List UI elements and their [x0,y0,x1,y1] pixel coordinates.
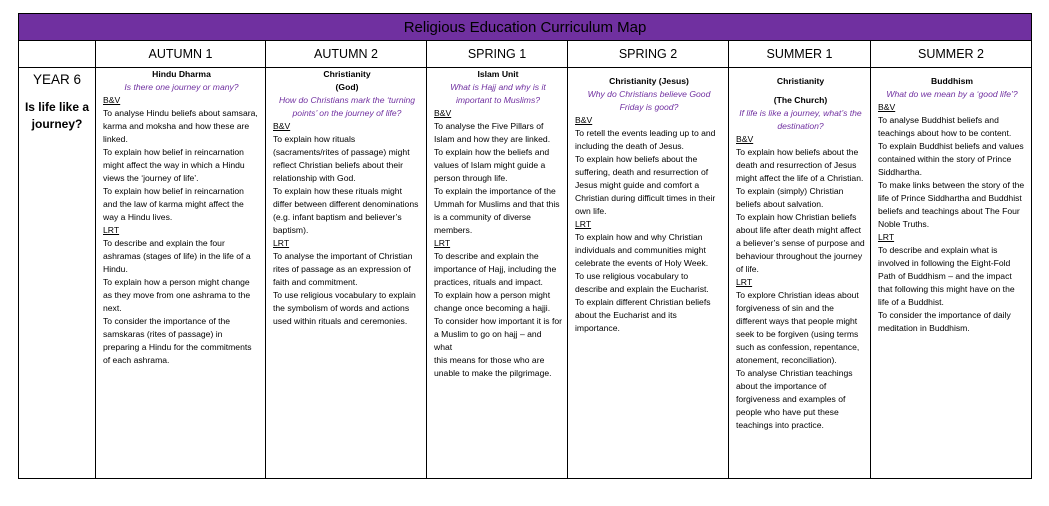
section-label: LRT [575,219,592,229]
year-6-row [19,68,1032,479]
unit-title: (God) [335,82,359,92]
unit-cell [266,68,427,479]
unit-content [96,68,265,471]
section-label: B&V [273,121,291,131]
objective-text: To analyse Christian teachings about the importance of forgiveness and examples of people who have put these teachings into practice. [736,368,853,430]
objective-text: To explain how and why Christian individuals and communities might celebrate the events of Holy Week. [575,232,709,268]
term-header: SPRING 2 [568,41,729,68]
objective-text: To explain how a person might change as they move from one ashrama to the next. [103,277,251,313]
unit-cell [871,68,1032,479]
term-header: SUMMER 2 [871,41,1032,68]
section-label: B&V [434,108,452,118]
objective-text: To describe and explain the four ashramas (stages of life) in the life of a Hindu. [103,238,251,274]
objective-text: To explore Christian ideas about forgiveness of sin and the different ways that people might seek to be forgiven (using terms such as confession, repentance, atonement, reconciliation). [736,290,860,365]
unit-cell [568,68,729,479]
objective-text: To explain how these rituals might differ between different denominations (e.g. infant baptism and believer’s baptism). [273,186,419,235]
title-row [19,14,1032,41]
year-cell [19,68,96,479]
unit-question: Why do Christians believe Good Friday is good? [587,89,711,112]
unit-question: How do Christians mark the ‘turning points’ on the journey of life? [278,95,416,118]
unit-question: If life is like a journey, what’s the destination? [739,108,862,131]
objective-text: To describe and explain what is involved in following the Eight-Fold Path of Buddhism – and the impact that following this might have on the life of a Buddhist. [878,245,1015,307]
unit-title: Christianity (Jesus) [609,76,689,86]
unit-content [729,68,870,478]
objective-text: To consider the importance of the samskaras (rites of passage) in preparing a Hindu for the commitments of each ashrama. [103,316,252,365]
objective-text: To explain how Christian beliefs about life after death might affect a believer’s sense of purpose and behaviour throughout the journey of life. [736,212,865,274]
term-header: AUTUMN 1 [96,41,266,68]
objective-text: To explain how belief in reincarnation and the law of karma might affect the way a Hindu lives. [103,186,244,222]
objective-text: To explain the importance of the Ummah for Muslims and that this is a community of diverse members. [434,186,560,235]
unit-title: Christianity [776,76,825,86]
section-label: LRT [736,277,753,287]
unit-title: (The Church) [773,95,828,105]
term-header-row [19,41,1032,68]
objective-text: To explain how beliefs about the death and resurrection of Jesus might affect the life of a Christian. [736,147,864,183]
objective-text: To explain Buddhist beliefs and values contained within the story of Prince Siddhartha. [878,141,1024,177]
year-question: Is life like a journey? [24,100,90,131]
objective-text: To use religious vocabulary to describe and explain the Eucharist. [575,271,709,294]
section-label: B&V [103,95,121,105]
unit-content [568,68,728,478]
section-label: B&V [736,134,754,144]
unit-cell [96,68,266,479]
objective-text: To use religious vocabulary to explain the symbolism of words and actions used within rituals and ceremonies. [273,290,416,326]
unit-title: Christianity [323,69,371,79]
objective-text: To explain how the beliefs and values of Islam might guide a person through life. [434,147,550,183]
unit-title: Hindu Dharma [152,69,211,79]
section-label: LRT [878,232,895,242]
objective-text: To retell the events leading up to and including the death of Jesus. [575,128,716,151]
unit-cell [729,68,871,479]
unit-cell [427,68,568,479]
objective-text: this means for those who are unable to make the pilgrimage. [434,355,552,378]
unit-content [427,68,567,471]
objective-text: To analyse the important of Christian rites of passage as an expression of faith and commitment. [273,251,413,287]
unit-question: What do we mean by a ‘good life’? [886,89,1018,99]
objective-text: To explain how beliefs about the suffering, death and resurrection of Jesus might guide and comfort a Christian during difficult times in their own life. [575,154,716,216]
unit-content [871,68,1031,478]
objective-text: To describe and explain the importance of Hajj, including the practices, rituals and impact. [434,251,557,287]
unit-title: Buddhism [931,76,974,86]
objective-text: To explain (simply) Christian beliefs about salvation. [736,186,844,209]
objective-text: To make links between the story of the life of Prince Siddhartha and Buddhist beliefs and teachings about The Four Noble Truths. [878,180,1025,229]
term-header: SPRING 1 [427,41,568,68]
section-label: LRT [273,238,290,248]
objective-text: To analyse the Five Pillars of Islam and how they are linked. [434,121,551,144]
curriculum-map-table [18,13,1032,479]
unit-title: Islam Unit [477,69,519,79]
year-label: YEAR 6 [32,72,82,87]
map-title: Religious Education Curriculum Map [19,14,1032,41]
unit-question: What is Hajj and why is it important to Muslims? [450,82,546,105]
objective-text: To explain how rituals (sacraments/rites of passage) might reflect Christian beliefs about their relationship with God. [273,134,410,183]
unit-content [266,68,426,471]
objective-text: To explain different Christian beliefs about the Eucharist and its importance. [575,297,711,333]
objective-text: To explain how a person might change once becoming a hajji. [434,290,551,313]
corner-cell [19,41,96,68]
section-label: LRT [434,238,451,248]
objective-text: To consider how important it is for a Muslim to go on hajj – and what [434,316,563,352]
term-header: SUMMER 1 [729,41,871,68]
term-header: AUTUMN 2 [266,41,427,68]
unit-question: Is there one journey or many? [124,82,239,92]
section-label: LRT [103,225,120,235]
objective-text: To analyse Hindu beliefs about samsara, karma and moksha and how these are linked. [103,108,258,144]
objective-text: To analyse Buddhist beliefs and teachings about how to be content. [878,115,1012,138]
objective-text: To consider the importance of daily meditation in Buddhism. [878,310,1011,333]
section-label: B&V [878,102,896,112]
section-label: B&V [575,115,593,125]
objective-text: To explain how belief in reincarnation might affect the way in which a Hindu views the ‘journey of life’. [103,147,245,183]
